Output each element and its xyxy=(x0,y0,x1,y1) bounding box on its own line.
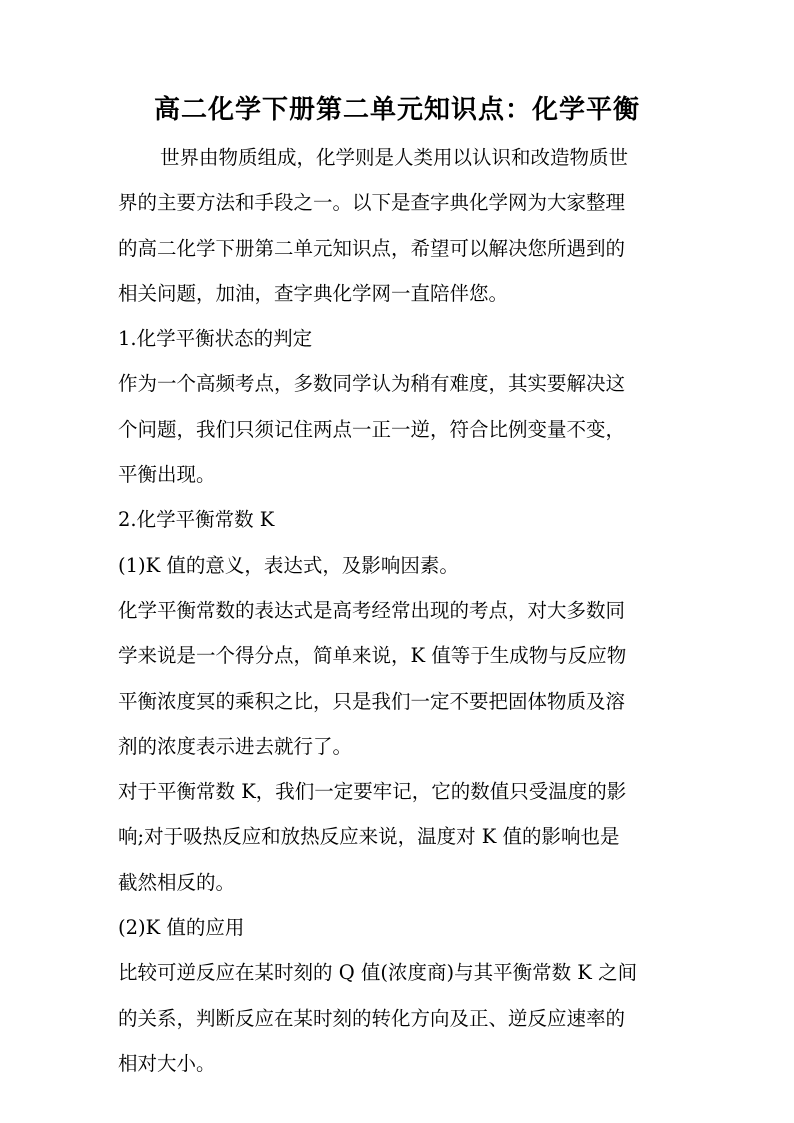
document-body xyxy=(118,135,676,1086)
body-line: 相关问题，加油，查字典化学网一直陪伴您。 xyxy=(118,281,509,305)
body-line: 世界由物质组成，化学则是人类用以认识和改造物质世 xyxy=(160,146,629,169)
body-line: 相对大小。 xyxy=(118,1051,216,1075)
body-line: 的关系，判断反应在某时刻的转化方向及正、逆反应速率的 xyxy=(118,1006,626,1030)
body-line: 对于平衡常数 K，我们一定要牢记，它的数值只受温度的影 xyxy=(118,780,627,804)
section-heading: 1.化学平衡状态的判定 xyxy=(118,327,313,351)
subsection-heading: (2)K 值的应用 xyxy=(118,916,245,940)
body-line: 平衡出现。 xyxy=(118,463,216,487)
body-line: 界的主要方法和手段之一。以下是查字典化学网为大家整理 xyxy=(118,191,626,215)
body-line: 个问题，我们只须记住两点一正一逆，符合比例变量不变， xyxy=(118,417,626,441)
body-line: 截然相反的。 xyxy=(118,870,236,894)
body-line: 学来说是一个得分点，简单来说，K 值等于生成物与反应物 xyxy=(118,644,627,668)
subsection-heading: (1)K 值的意义，表达式，及影响因素。 xyxy=(118,553,459,577)
section-heading: 2.化学平衡常数 K xyxy=(118,508,275,532)
body-line: 平衡浓度冥的乘积之比，只是我们一定不要把固体物质及溶 xyxy=(118,689,626,713)
body-line: 比较可逆反应在某时刻的 Q 值(浓度商)与其平衡常数 K 之间 xyxy=(118,961,638,985)
body-line: 响;对于吸热反应和放热反应来说，温度对 K 值的影响也是 xyxy=(118,825,620,849)
body-line: 的高二化学下册第二单元知识点，希望可以解决您所遇到的 xyxy=(118,236,626,260)
body-line: 剂的浓度表示进去就行了。 xyxy=(118,734,353,758)
body-line: 化学平衡常数的表达式是高考经常出现的考点，对大多数同 xyxy=(118,598,626,622)
document-title: 高二化学下册第二单元知识点：化学平衡 xyxy=(153,95,640,125)
body-line: 作为一个高频考点，多数同学认为稍有难度，其实要解决这 xyxy=(118,372,626,396)
